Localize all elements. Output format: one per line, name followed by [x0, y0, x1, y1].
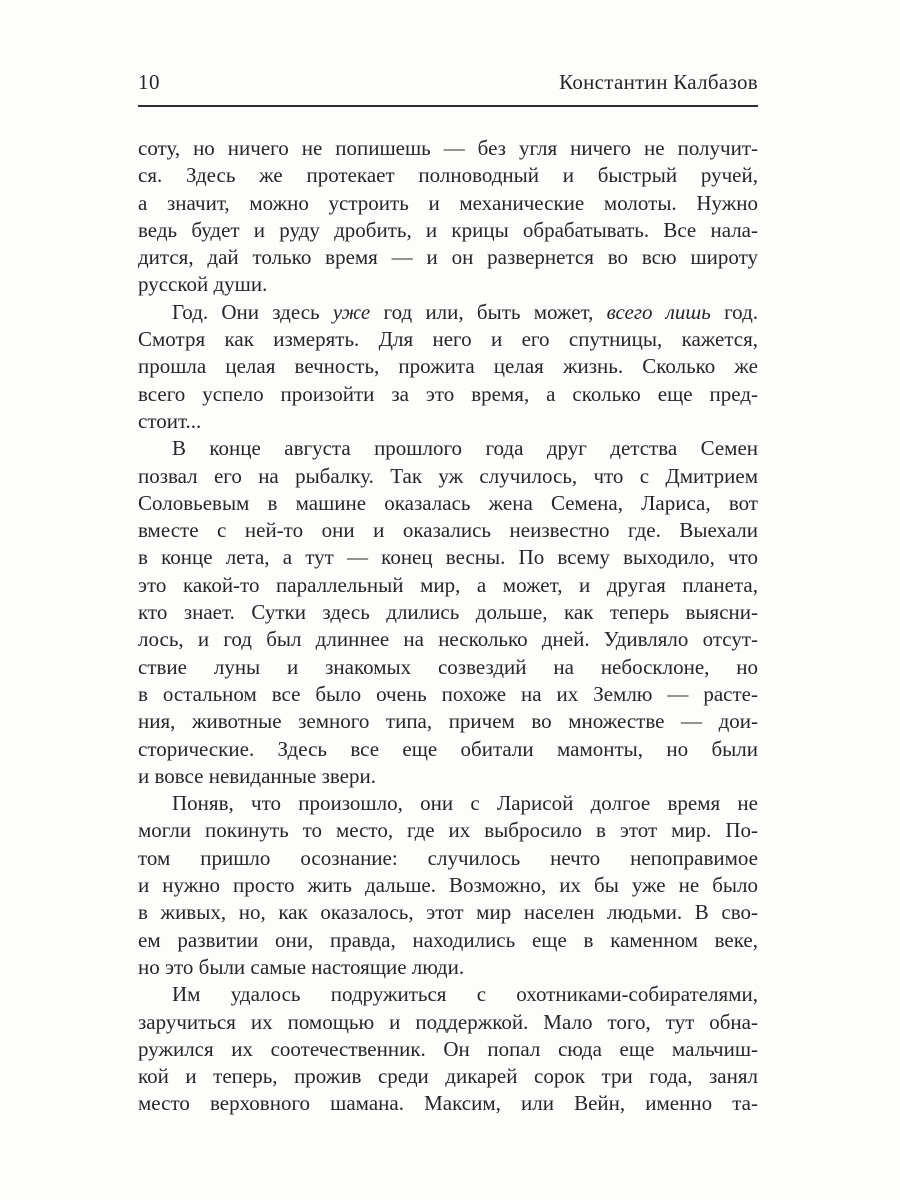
text-run: ведь будет и руду дробить, и крицы обрабатывать. Все нала-: [138, 217, 758, 242]
text-run: кой и теперь, прожив среди дикарей сорок три года, занял: [138, 1064, 758, 1089]
text-run: ствие луны и знакомых созвездий на небосклоне, но: [138, 654, 758, 679]
text-line: [138, 927, 758, 954]
text-run: в живых, но, как оказалось, этот мир населен людьми. В сво-: [138, 900, 758, 925]
page-header: [138, 70, 758, 107]
text-run: и вовсе невиданные звери.: [138, 763, 376, 788]
text-run: заручиться их помощью и поддержкой. Мало того, тут обна-: [138, 1009, 758, 1034]
text-run: ем развитии они, правда, находились еще в каменном веке,: [138, 927, 758, 952]
text-run: русской души.: [138, 272, 268, 297]
text-run: соту, но ничего не попишешь — без угля ничего не получит-: [138, 136, 758, 160]
text-run: но это были самые настоящие люди.: [138, 954, 465, 979]
text-run: и нужно просто жить дальше. Возможно, их бы уже не было: [138, 873, 758, 898]
text-line: [138, 1063, 758, 1090]
paragraph: [138, 790, 758, 981]
text-line: [138, 1090, 758, 1117]
text-run: могли покинуть то место, где их выбросило в этот мир. По-: [138, 818, 758, 843]
text-line: [138, 435, 758, 462]
text-line: [138, 654, 758, 681]
text-run: ся. Здесь же протекает полноводный и быстрый ручей,: [138, 163, 758, 188]
text-block: [138, 135, 758, 1118]
text-run: это какой-то параллельный мир, а может, и другая планета,: [138, 572, 758, 597]
paragraph: [138, 435, 758, 790]
text-line: [138, 135, 758, 162]
text-line: [138, 217, 758, 244]
text-line: [138, 1009, 758, 1036]
text-run: Соловьевым в машине оказалась жена Семена, Лариса, вот: [138, 490, 758, 515]
text-line: [138, 872, 758, 899]
italic-text: уже: [332, 299, 371, 324]
text-run: вместе с ней-то они и оказались неизвестно где. Выехали: [138, 518, 758, 543]
text-run: кто знает. Сутки здесь длились дольше, как теперь выясни-: [138, 600, 758, 625]
paragraph: [138, 135, 758, 299]
text-run: лось, и год был длиннее на несколько дней. Удивляло отсут-: [138, 627, 758, 652]
text-run: дится, дай только время — и он развернется во всю широту: [138, 245, 758, 270]
text-line: [138, 490, 758, 517]
text-line: [138, 626, 758, 653]
text-run: позвал его на рыбалку. Так уж случилось, что с Дмитрием: [138, 463, 758, 488]
text-run: год.: [710, 299, 759, 324]
text-run: всего успело произойти за это время, а сколько еще пред-: [138, 381, 758, 406]
text-line: [138, 681, 758, 708]
text-line: [138, 244, 758, 271]
page-number: 10: [138, 70, 160, 94]
text-line: [138, 845, 758, 872]
author-name: Константин Калбазов: [559, 70, 758, 94]
text-run: место верховного шамана. Максим, или Вейн, именно та-: [138, 1091, 758, 1116]
text-run: стоит...: [138, 408, 202, 433]
text-run: прошла целая вечность, прожита целая жизнь. Сколько же: [138, 354, 758, 379]
text-line: [138, 1036, 758, 1063]
text-run: а значит, можно устроить и механические молоты. Нужно: [138, 190, 758, 215]
text-line: [138, 572, 758, 599]
text-run: том пришло осознание: случилось нечто непоправимое: [138, 845, 758, 870]
text-run: год или, быть может,: [370, 299, 607, 324]
text-line: [138, 162, 758, 189]
text-line: [138, 408, 758, 435]
text-line: [138, 544, 758, 571]
text-run: Год. Они здесь: [172, 299, 333, 324]
text-line: [138, 190, 758, 217]
text-line: [138, 299, 758, 326]
text-line: [138, 763, 758, 790]
text-line: [138, 353, 758, 380]
text-run: Смотря как измерять. Для него и его спутницы, кажется,: [138, 327, 758, 352]
text-line: [138, 708, 758, 735]
text-line: [138, 736, 758, 763]
text-line: [138, 381, 758, 408]
text-line: [138, 981, 758, 1008]
text-line: [138, 599, 758, 626]
text-run: Поняв, что произошло, они с Ларисой долгое время не: [172, 791, 758, 816]
text-run: Им удалось подружиться с охотниками-собирателями,: [172, 982, 758, 1007]
text-line: [138, 954, 758, 981]
text-line: [138, 517, 758, 544]
text-line: [138, 817, 758, 844]
text-run: ния, животные земного типа, причем во множестве — дои-: [138, 709, 758, 734]
text-line: [138, 899, 758, 926]
text-line: [138, 790, 758, 817]
text-run: ружился их соотечественник. Он попал сюда еще мальчиш-: [138, 1036, 758, 1061]
text-run: В конце августа прошлого года друг детства Семен: [172, 436, 758, 461]
paragraph: [138, 299, 758, 435]
text-run: в конце лета, а тут — конец весны. По всему выходило, что: [138, 545, 758, 570]
text-run: в остальном все было очень похоже на их Землю — расте-: [138, 681, 758, 706]
text-run: сторические. Здесь все еще обитали мамонты, но были: [138, 736, 758, 761]
text-line: [138, 326, 758, 353]
text-line: [138, 463, 758, 490]
text-line: [138, 271, 758, 298]
italic-text: всего лишь: [606, 299, 711, 324]
paragraph: [138, 981, 758, 1117]
